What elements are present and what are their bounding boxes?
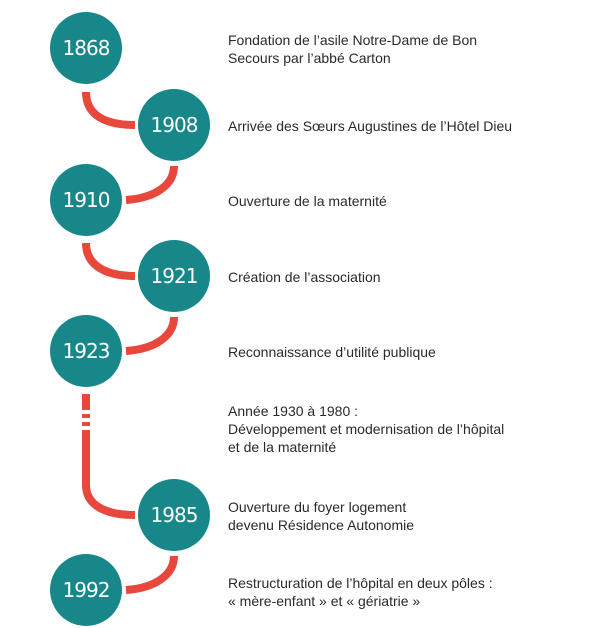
event-1985-line-1: Ouverture du foyer logement [228, 499, 407, 515]
event-1908 [228, 117, 558, 135]
event-1930-1980-line-2: Développement et modernisation de l’hôpital [228, 421, 505, 437]
event-1992 [228, 574, 558, 610]
event-1908-line-1: Arrivée des Sœurs Augustines de l’Hôtel Dieu [228, 118, 513, 134]
year-circle-1910: 1910 [50, 164, 122, 236]
event-1985 [228, 498, 558, 534]
connector-1985-1992 [126, 556, 174, 590]
connector-1868-1908 [86, 92, 135, 125]
event-1910 [228, 192, 558, 210]
year-circle-1908: 1908 [138, 89, 210, 161]
event-1868-line-1: Fondation de l’asile Notre-Dame de Bon [228, 32, 478, 48]
event-1910-line-1: Ouverture de la maternité [228, 193, 387, 209]
event-1868 [228, 31, 558, 67]
connector-1910-1921 [86, 243, 135, 276]
event-1921 [228, 268, 558, 286]
connector-1908-1910 [126, 166, 174, 200]
event-1923-line-1: Reconnaissance d’utilité publique [228, 344, 436, 360]
event-1992-line-1: Restructuration de l’hôpital en deux pôles : [228, 575, 493, 591]
event-1992-line-2: « mère-enfant » et « gériatrie » [228, 593, 421, 609]
event-1923 [228, 343, 558, 361]
event-1868-line-2: Secours par l’abbé Carton [228, 50, 391, 66]
event-1930-1980-line-1: Année 1930 à 1980 : [228, 403, 359, 419]
year-circle-1868: 1868 [50, 12, 122, 84]
year-circle-1992: 1992 [50, 554, 122, 626]
event-1985-line-2: devenu Résidence Autonomie [228, 517, 415, 533]
event-1930-1980 [228, 402, 558, 456]
connector-1921-1923 [126, 317, 174, 351]
year-circle-1923: 1923 [50, 315, 122, 387]
event-1921-line-1: Création de l’association [228, 269, 381, 285]
event-1930-1980-line-3: et de la maternité [228, 439, 337, 455]
year-circle-1985: 1985 [138, 479, 210, 551]
connector-1923-1985 [86, 430, 135, 515]
year-circle-1921: 1921 [138, 240, 210, 312]
